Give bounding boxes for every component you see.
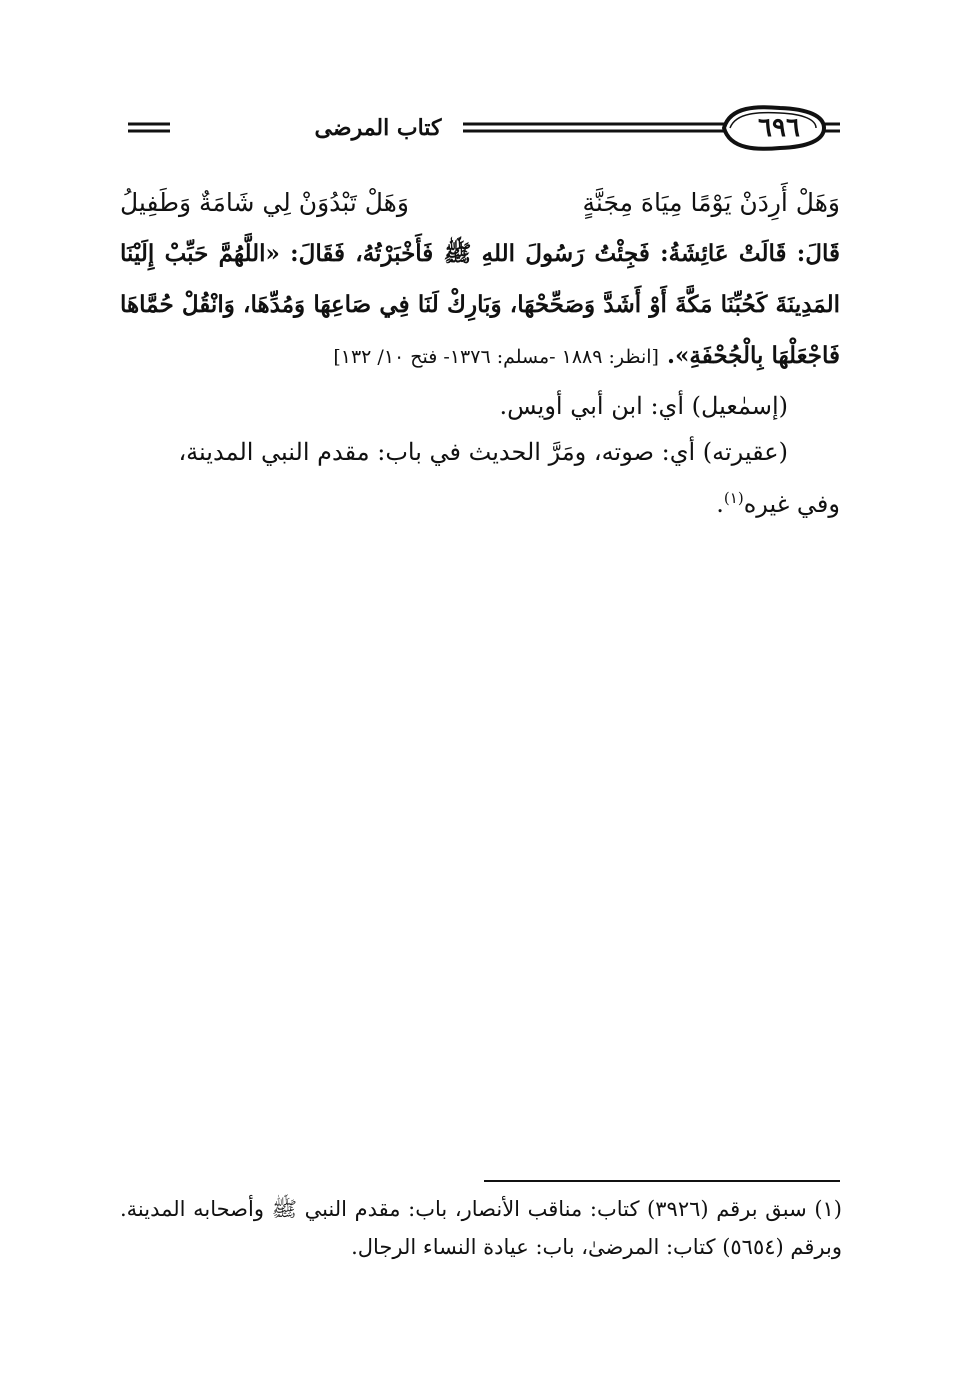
commentary-aqiratuh-line-1: (عقيرته) أي: صوته، ومَرَّ الحديث في باب: مقدم النبي المدينة،	[178, 438, 788, 466]
footnote-1: (١) سبق برقم (٣٩٢٦) كتاب: مناقب الأنصار، باب: مقدم النبي ﷺ وأصحابه المدينة. وبرقم (٥٦٥٤) كتاب: المرضىٰ، باب: عيادة النساء الرجال.	[120, 1197, 842, 1259]
footnote-separator	[484, 1180, 840, 1182]
main-content	[120, 178, 840, 527]
commentary-ismail: (إسمٰعيل) أي: ابن أبي أويس.	[499, 392, 788, 420]
hadith-reference: [انظر: ١٨٨٩ -مسلم: ١٣٧٦- فتح ١٠/ ١٣٢]	[333, 346, 659, 368]
footnote-marker[interactable]: (١)	[723, 489, 744, 507]
verse-left-hemistich: وَهَلْ تَبْدُوَنْ لِي شَامَةٌ وَطَفِيلُ	[120, 188, 409, 217]
running-title: كتاب المرضى	[293, 108, 463, 148]
poetry-verse	[120, 178, 840, 228]
page-header	[118, 100, 842, 156]
hadith-paragraph	[120, 228, 840, 383]
page-number: ٦٩٦	[758, 113, 800, 143]
commentary-aqiratuh-line-2	[120, 475, 840, 527]
verse-right-hemistich: وَهَلْ أَرِدَنْ يَوْمًا مِيَاهَ مِجَنَّةٍ	[582, 188, 840, 217]
commentary-continuation: وفي غيره	[743, 490, 840, 518]
hadith-text: قَالَ: قَالَتْ عَائِشَةُ: فَجِئْتُ رَسُولَ اللهِ ﷺ فَأَخْبَرْتُهُ، فَقَالَ: «اللَّهُمَّ حَبِّبْ إِلَيْنَا المَدِينَةَ كَحُبِّنَا مَكَّةَ أَوْ أَشَدَّ وَصَحِّحْهَا، وَبَارِكْ لَنَا فِي صَاعِهَا وَمُدِّهَا، وَانْقُلْ حُمَّاهَا فَاجْعَلْهَا بِالْجُحْفَةِ».	[120, 240, 840, 369]
footnotes	[120, 1190, 842, 1266]
sentence-end: .	[716, 490, 724, 518]
